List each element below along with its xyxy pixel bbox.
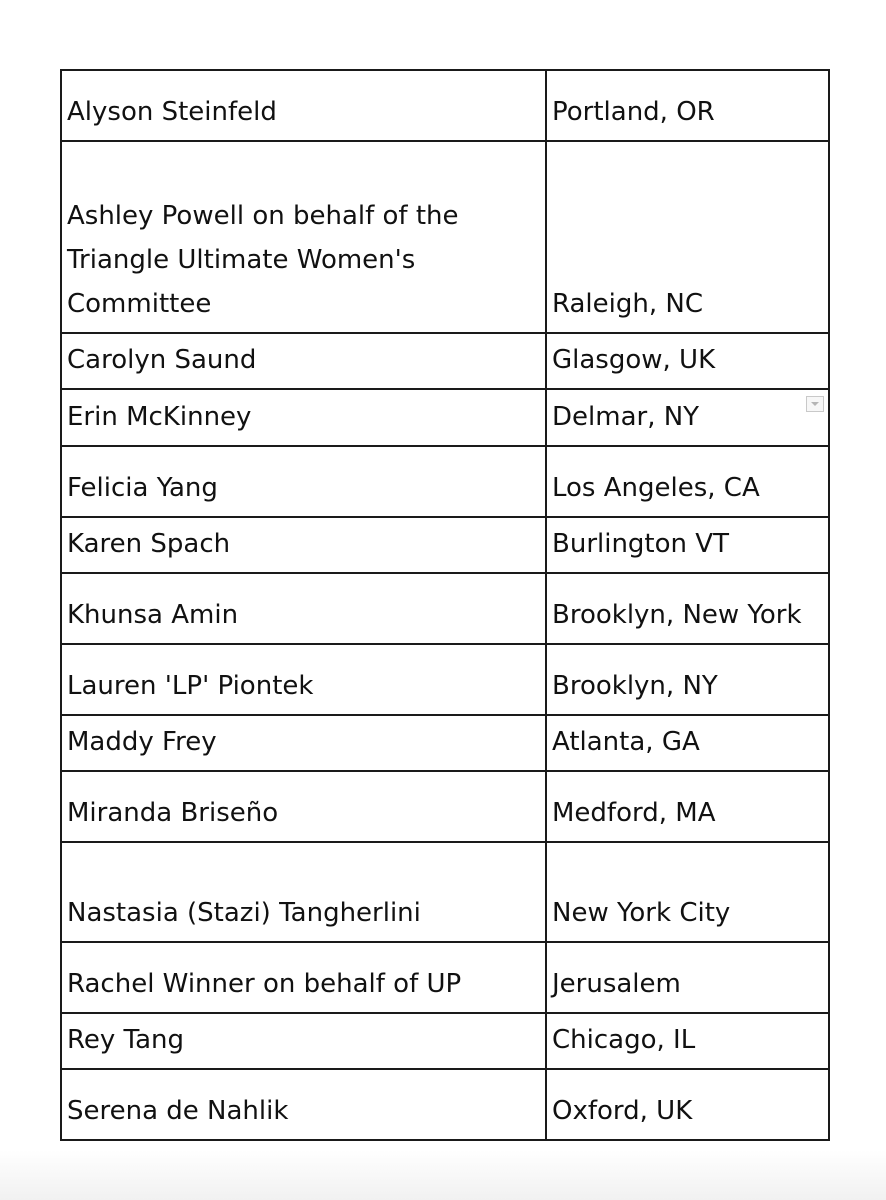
table-row <box>61 333 829 389</box>
location-cell: Atlanta, GA <box>546 715 829 771</box>
name-cell: Felicia Yang <box>61 446 546 517</box>
table-row <box>61 842 829 942</box>
location-cell: Jerusalem <box>546 942 829 1013</box>
location-cell: Los Angeles, CA <box>546 446 829 517</box>
location-cell: Glasgow, UK <box>546 333 829 389</box>
name-cell: Lauren 'LP' Piontek <box>61 644 546 715</box>
table-row <box>61 942 829 1013</box>
name-cell: Alyson Steinfeld <box>61 70 546 141</box>
table-row <box>61 1013 829 1069</box>
location-cell: Raleigh, NC <box>546 141 829 333</box>
location-cell: Chicago, IL <box>546 1013 829 1069</box>
table-row <box>61 1069 829 1140</box>
location-cell: Oxford, UK <box>546 1069 829 1140</box>
table-row <box>61 70 829 141</box>
name-cell: Maddy Frey <box>61 715 546 771</box>
location-cell: New York City <box>546 842 829 942</box>
page-bottom-shadow <box>0 1150 886 1200</box>
name-cell: Serena de Nahlik <box>61 1069 546 1140</box>
chevron-down-icon[interactable] <box>806 396 824 412</box>
name-cell: Rachel Winner on behalf of UP <box>61 942 546 1013</box>
name-cell: Carolyn Saund <box>61 333 546 389</box>
location-label: Delmar, NY <box>552 402 700 432</box>
name-cell: Erin McKinney <box>61 389 546 446</box>
location-cell: Brooklyn, New York <box>546 573 829 644</box>
location-cell: Burlington VT <box>546 517 829 573</box>
table-row <box>61 517 829 573</box>
location-cell: Brooklyn, NY <box>546 644 829 715</box>
table-row <box>61 573 829 644</box>
table-row <box>61 446 829 517</box>
location-cell: Portland, OR <box>546 70 829 141</box>
table-row <box>61 389 829 446</box>
table-row <box>61 771 829 842</box>
name-cell: Khunsa Amin <box>61 573 546 644</box>
name-cell: Karen Spach <box>61 517 546 573</box>
location-cell[interactable] <box>546 389 829 446</box>
table-row <box>61 715 829 771</box>
location-cell: Medford, MA <box>546 771 829 842</box>
table-row <box>61 141 829 333</box>
name-cell: Rey Tang <box>61 1013 546 1069</box>
name-cell: Nastasia (Stazi) Tangherlini <box>61 842 546 942</box>
name-cell: Ashley Powell on behalf of the Triangle Ultimate Women's Committee <box>61 141 546 333</box>
name-cell: Miranda Briseño <box>61 771 546 842</box>
table-row <box>61 644 829 715</box>
signers-table <box>60 69 830 1141</box>
